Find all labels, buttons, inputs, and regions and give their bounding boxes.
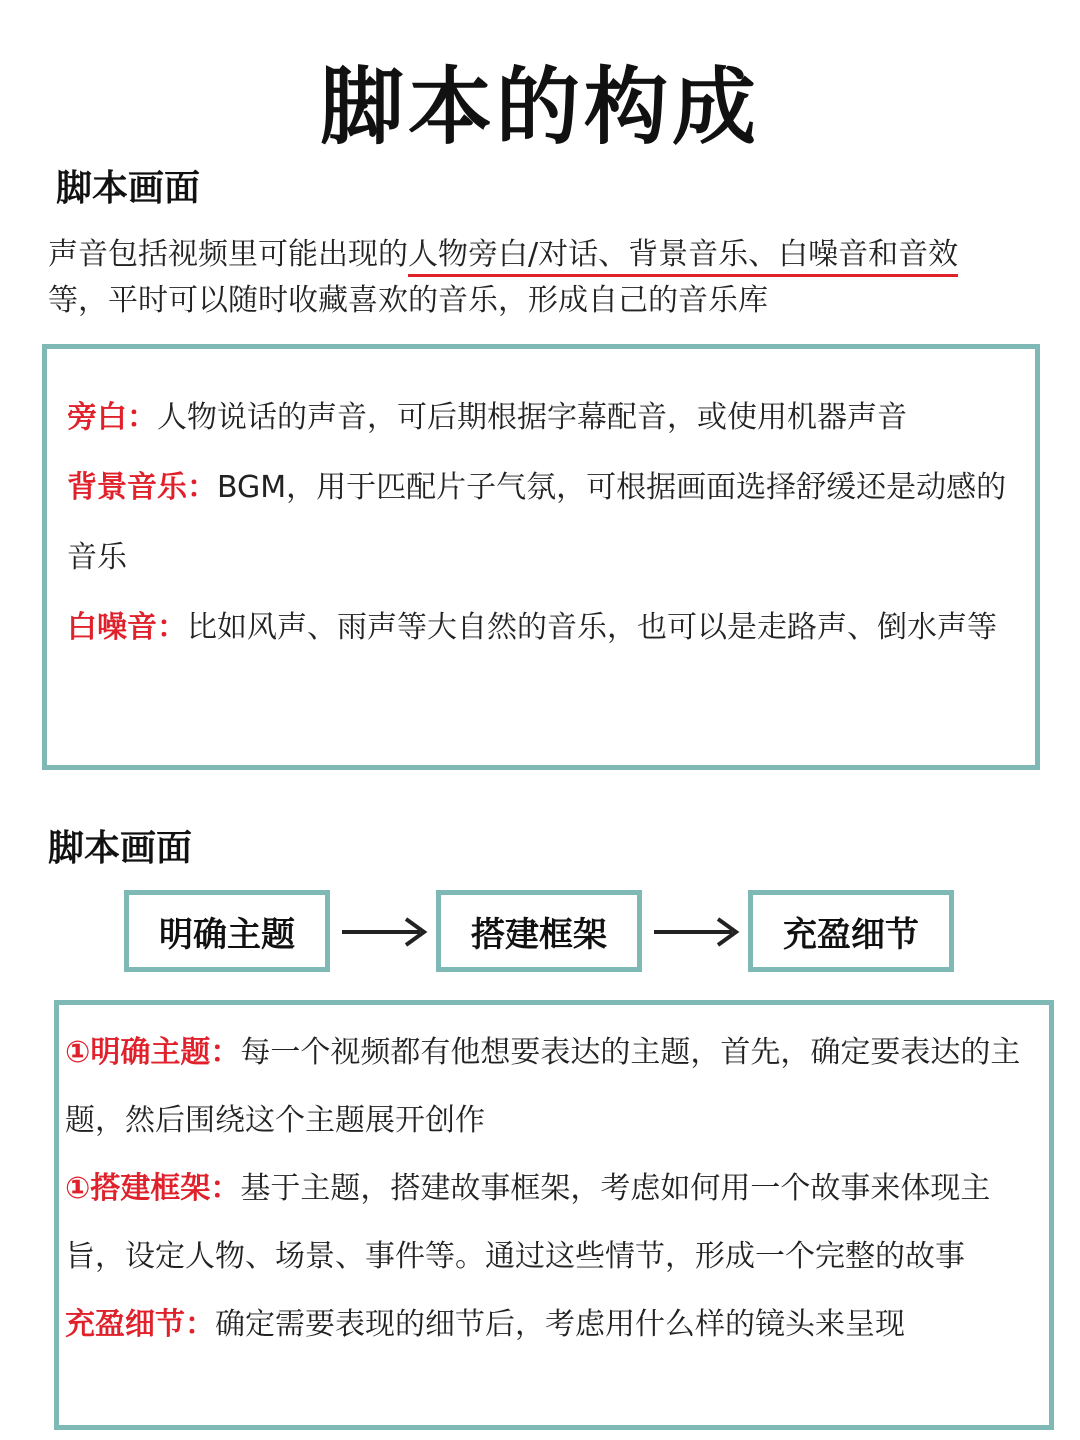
step-item-details: [65, 1291, 1043, 1359]
sound-item-bgm: [67, 453, 1015, 593]
step-item-label: 充盈细节：: [65, 1307, 215, 1342]
sound-item-text: 比如风声、雨声等大自然的音乐，也可以是走路声、倒水声等: [187, 610, 997, 645]
flow-step-details: 充盈细节: [748, 890, 954, 972]
step-item-text: 基于主题，搭建故事框架，考虑如何用一个故事来体现主旨，设定人物、场景、事件等。通过这些情节，形成一个完整的故事: [65, 1171, 991, 1274]
sound-item-label: 白噪音：: [67, 610, 187, 645]
sound-item-text: 人物说话的声音，可后期根据字幕配音，或使用机器声音: [157, 400, 907, 435]
sound-types-box: [42, 344, 1040, 770]
sound-item-label: 旁白：: [67, 400, 157, 435]
sound-item-narration: [67, 383, 1015, 453]
step-item-label: ①明确主题：: [65, 1035, 241, 1070]
script-steps-box: [54, 1000, 1054, 1430]
intro-underlined-text: 人物旁白/对话、背景音乐、白噪音和音效: [408, 237, 958, 277]
sound-item-text: BGM，用于匹配片子气氛，可根据画面选择舒缓还是动感的音乐: [67, 470, 1007, 575]
sound-item-label: 背景音乐：: [67, 470, 217, 505]
section-heading-sound: 脚本画面: [56, 168, 201, 209]
flow-step-theme: 明确主题: [124, 890, 330, 972]
step-item-text: 确定需要表现的细节后，考虑用什么样的镜头来呈现: [215, 1307, 905, 1342]
section-heading-visual: 脚本画面: [48, 828, 193, 869]
step-item-framework: [65, 1155, 1043, 1291]
step-item-text: 每一个视频都有他想要表达的主题，首先，确定要表达的主题，然后围绕这个主题展开创作: [65, 1035, 1021, 1138]
page-title: 脚本的构成: [319, 58, 760, 156]
intro-text-start: 声音包括视频里可能出现的: [48, 237, 408, 272]
intro-paragraph: [48, 232, 1068, 324]
flow-step-framework: 搭建框架: [436, 890, 642, 972]
arrow-right-icon: [652, 912, 742, 952]
step-item-label: ①搭建框架：: [65, 1171, 241, 1206]
sound-item-white-noise: [67, 593, 1015, 663]
arrow-right-icon: [340, 912, 430, 952]
step-item-theme: [65, 1019, 1043, 1155]
intro-text-end: 等，平时可以随时收藏喜欢的音乐，形成自己的音乐库: [48, 283, 768, 318]
